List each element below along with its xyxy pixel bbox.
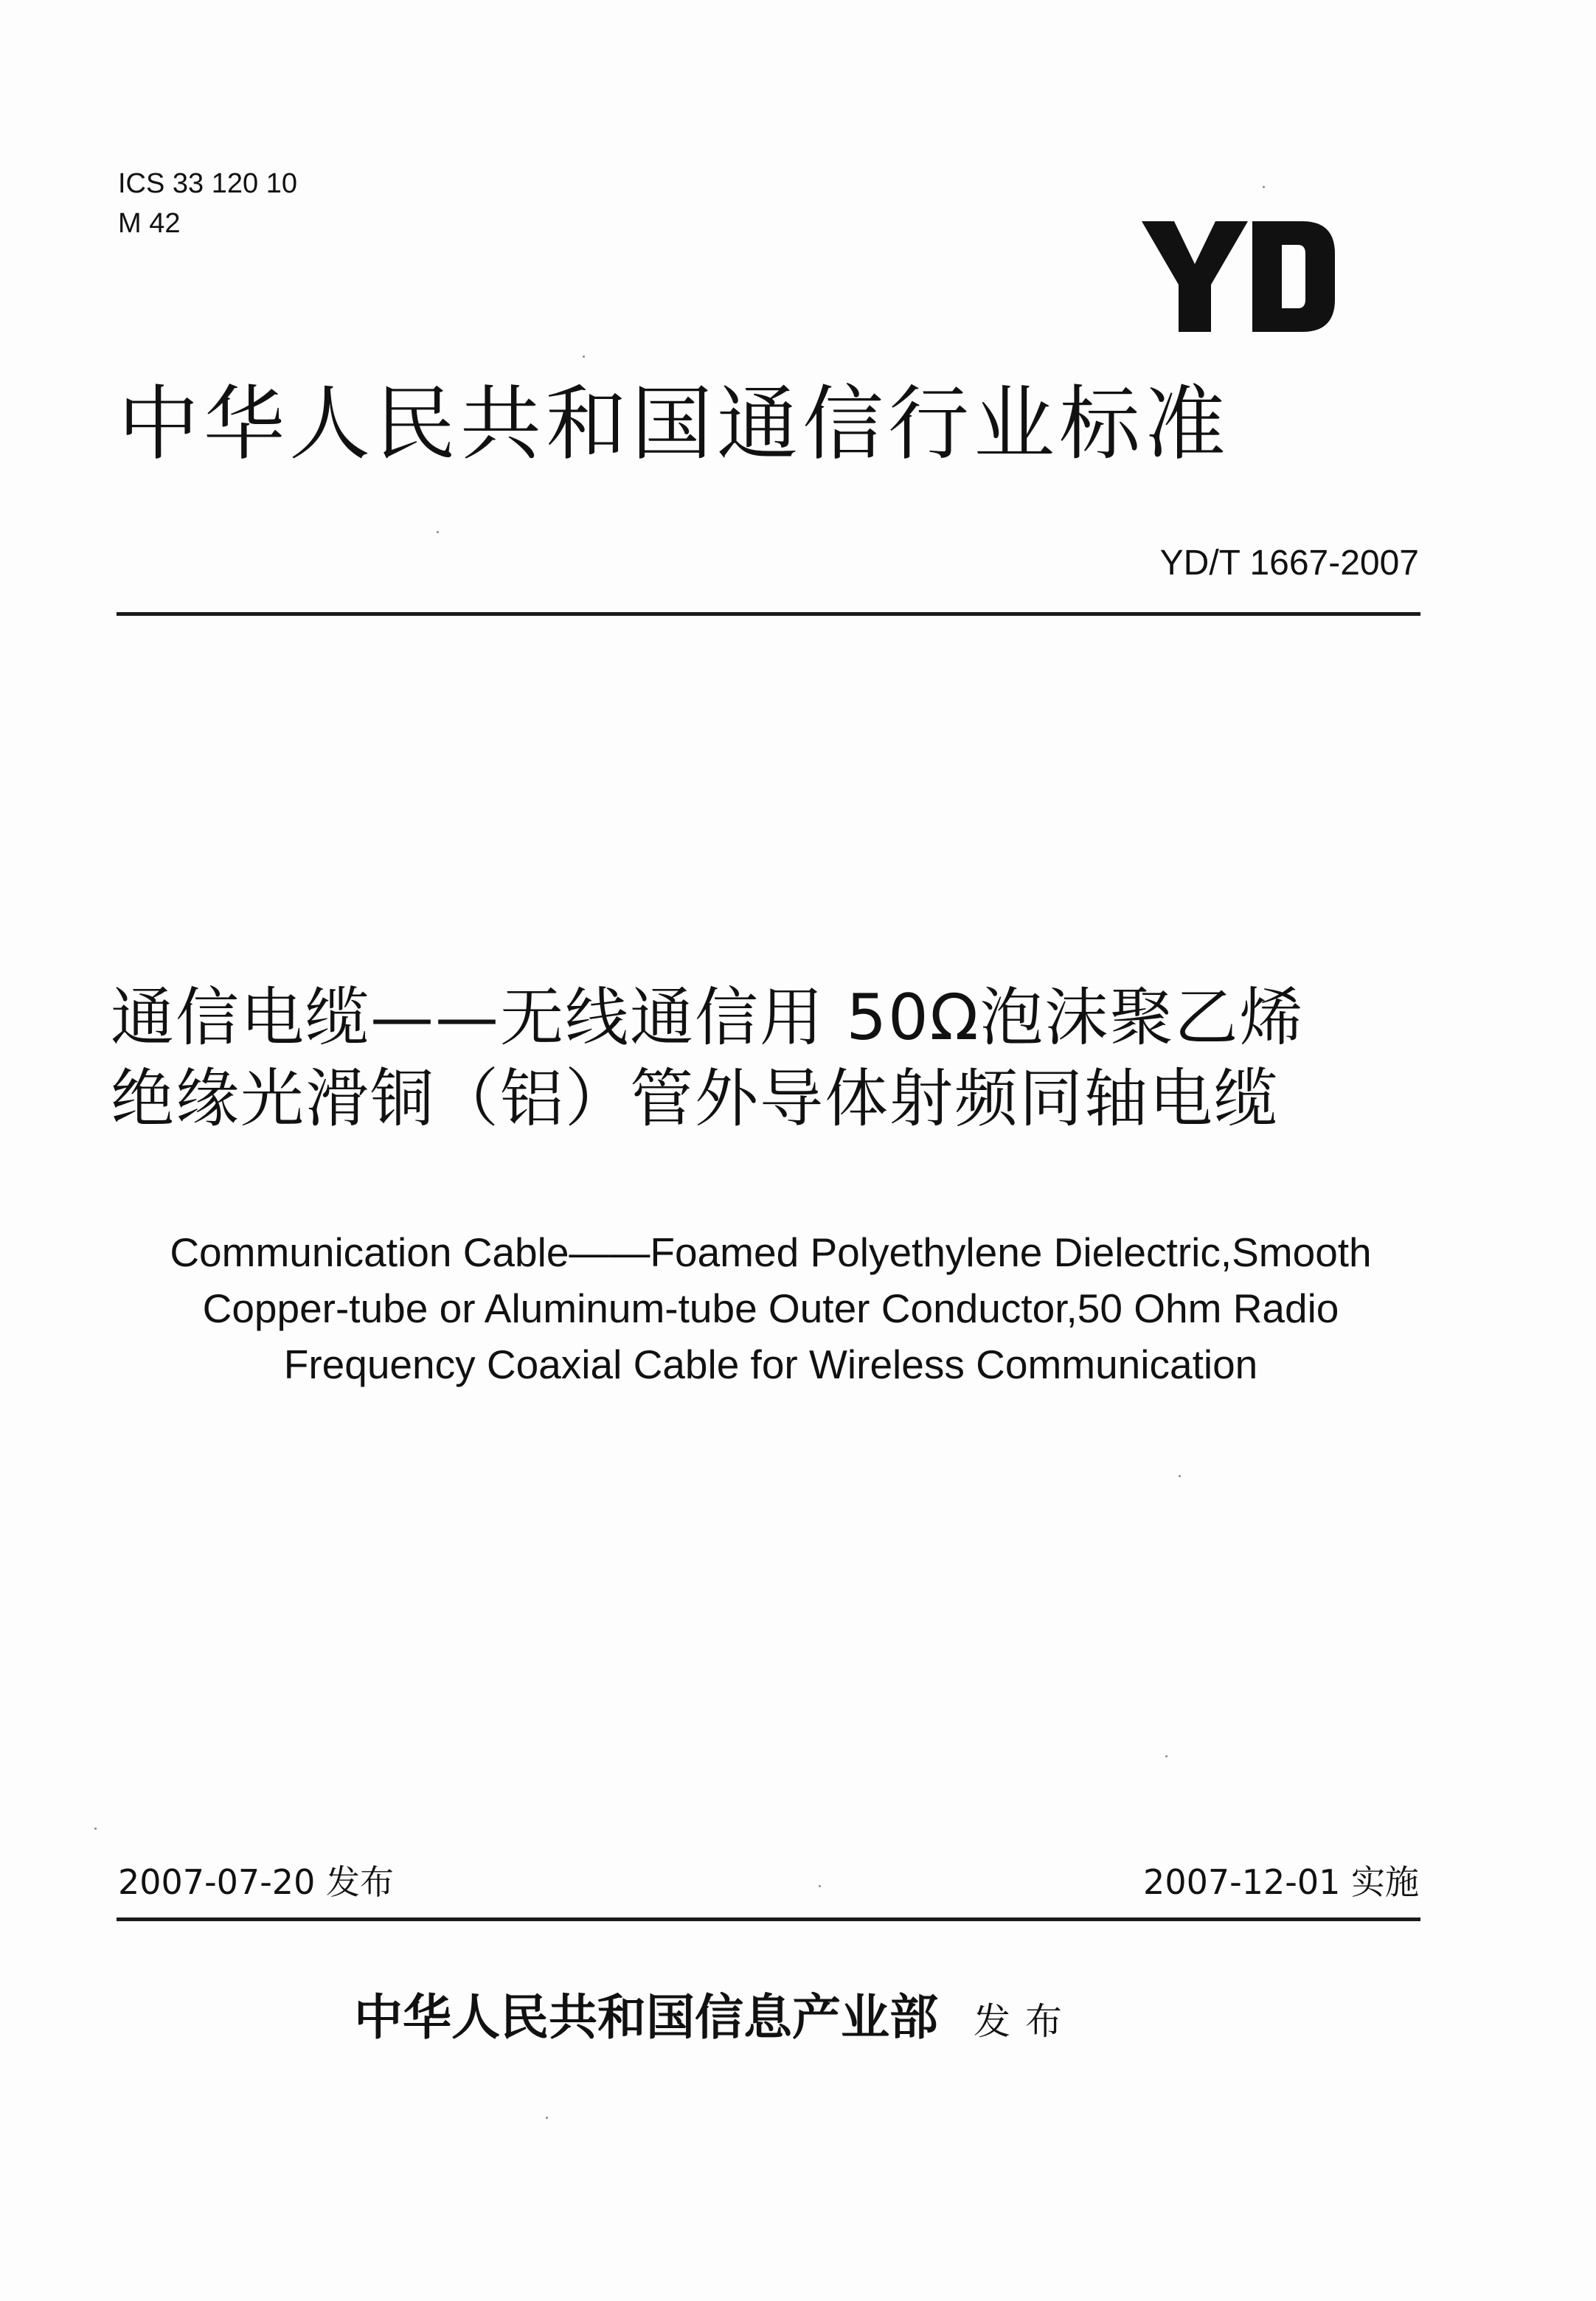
industry-standard-title: 中华人民共和国通信行业标准: [118, 377, 1230, 471]
ics-code: ICS 33 120 10: [118, 168, 297, 199]
scan-speck: [1179, 1475, 1181, 1477]
category-code: M 42: [118, 208, 181, 239]
english-title: [118, 1224, 1423, 1392]
chinese-title-line-1: 通信电缆——无线通信用 50Ω泡沫聚乙烯: [111, 981, 1305, 1055]
scan-speck: [583, 355, 585, 358]
scan-speck: [819, 1885, 821, 1887]
chinese-title: [111, 977, 1438, 1139]
standard-number: YD/T 1667-2007: [1159, 544, 1419, 583]
scan-speck: [1165, 1755, 1167, 1757]
logo-letter-y: [1142, 221, 1248, 332]
english-title-line-3: Frequency Coaxial Cable for Wireless Communication: [283, 1342, 1258, 1387]
chinese-title-line-2: 绝缘光滑铜（铝）管外导体射频同轴电缆: [111, 1062, 1279, 1136]
logo-letter-d: [1252, 221, 1335, 332]
scan-speck: [437, 531, 439, 533]
issue-date: 2007-07-20 发布: [118, 1862, 394, 1902]
yd-logo: [1142, 221, 1335, 332]
scan-speck: [546, 2117, 548, 2119]
english-title-line-1: Communication Cable——Foamed Polyethylene Dielectric,Smooth: [170, 1229, 1372, 1275]
publisher-name: 中华人民共和国信息产业部: [354, 1988, 938, 2046]
classification-codes: [118, 164, 297, 243]
english-title-line-2: Copper-tube or Aluminum-tube Outer Conductor,50 Ohm Radio: [202, 1285, 1339, 1331]
scan-speck: [1263, 186, 1265, 188]
footer-divider: [117, 1918, 1420, 1921]
publisher-suffix: 发布: [974, 2000, 1077, 2043]
scan-speck: [94, 1828, 97, 1830]
effective-date: 2007-12-01 实施: [1143, 1862, 1419, 1902]
publisher-line: [354, 1984, 1077, 2055]
header-divider: [117, 612, 1420, 616]
